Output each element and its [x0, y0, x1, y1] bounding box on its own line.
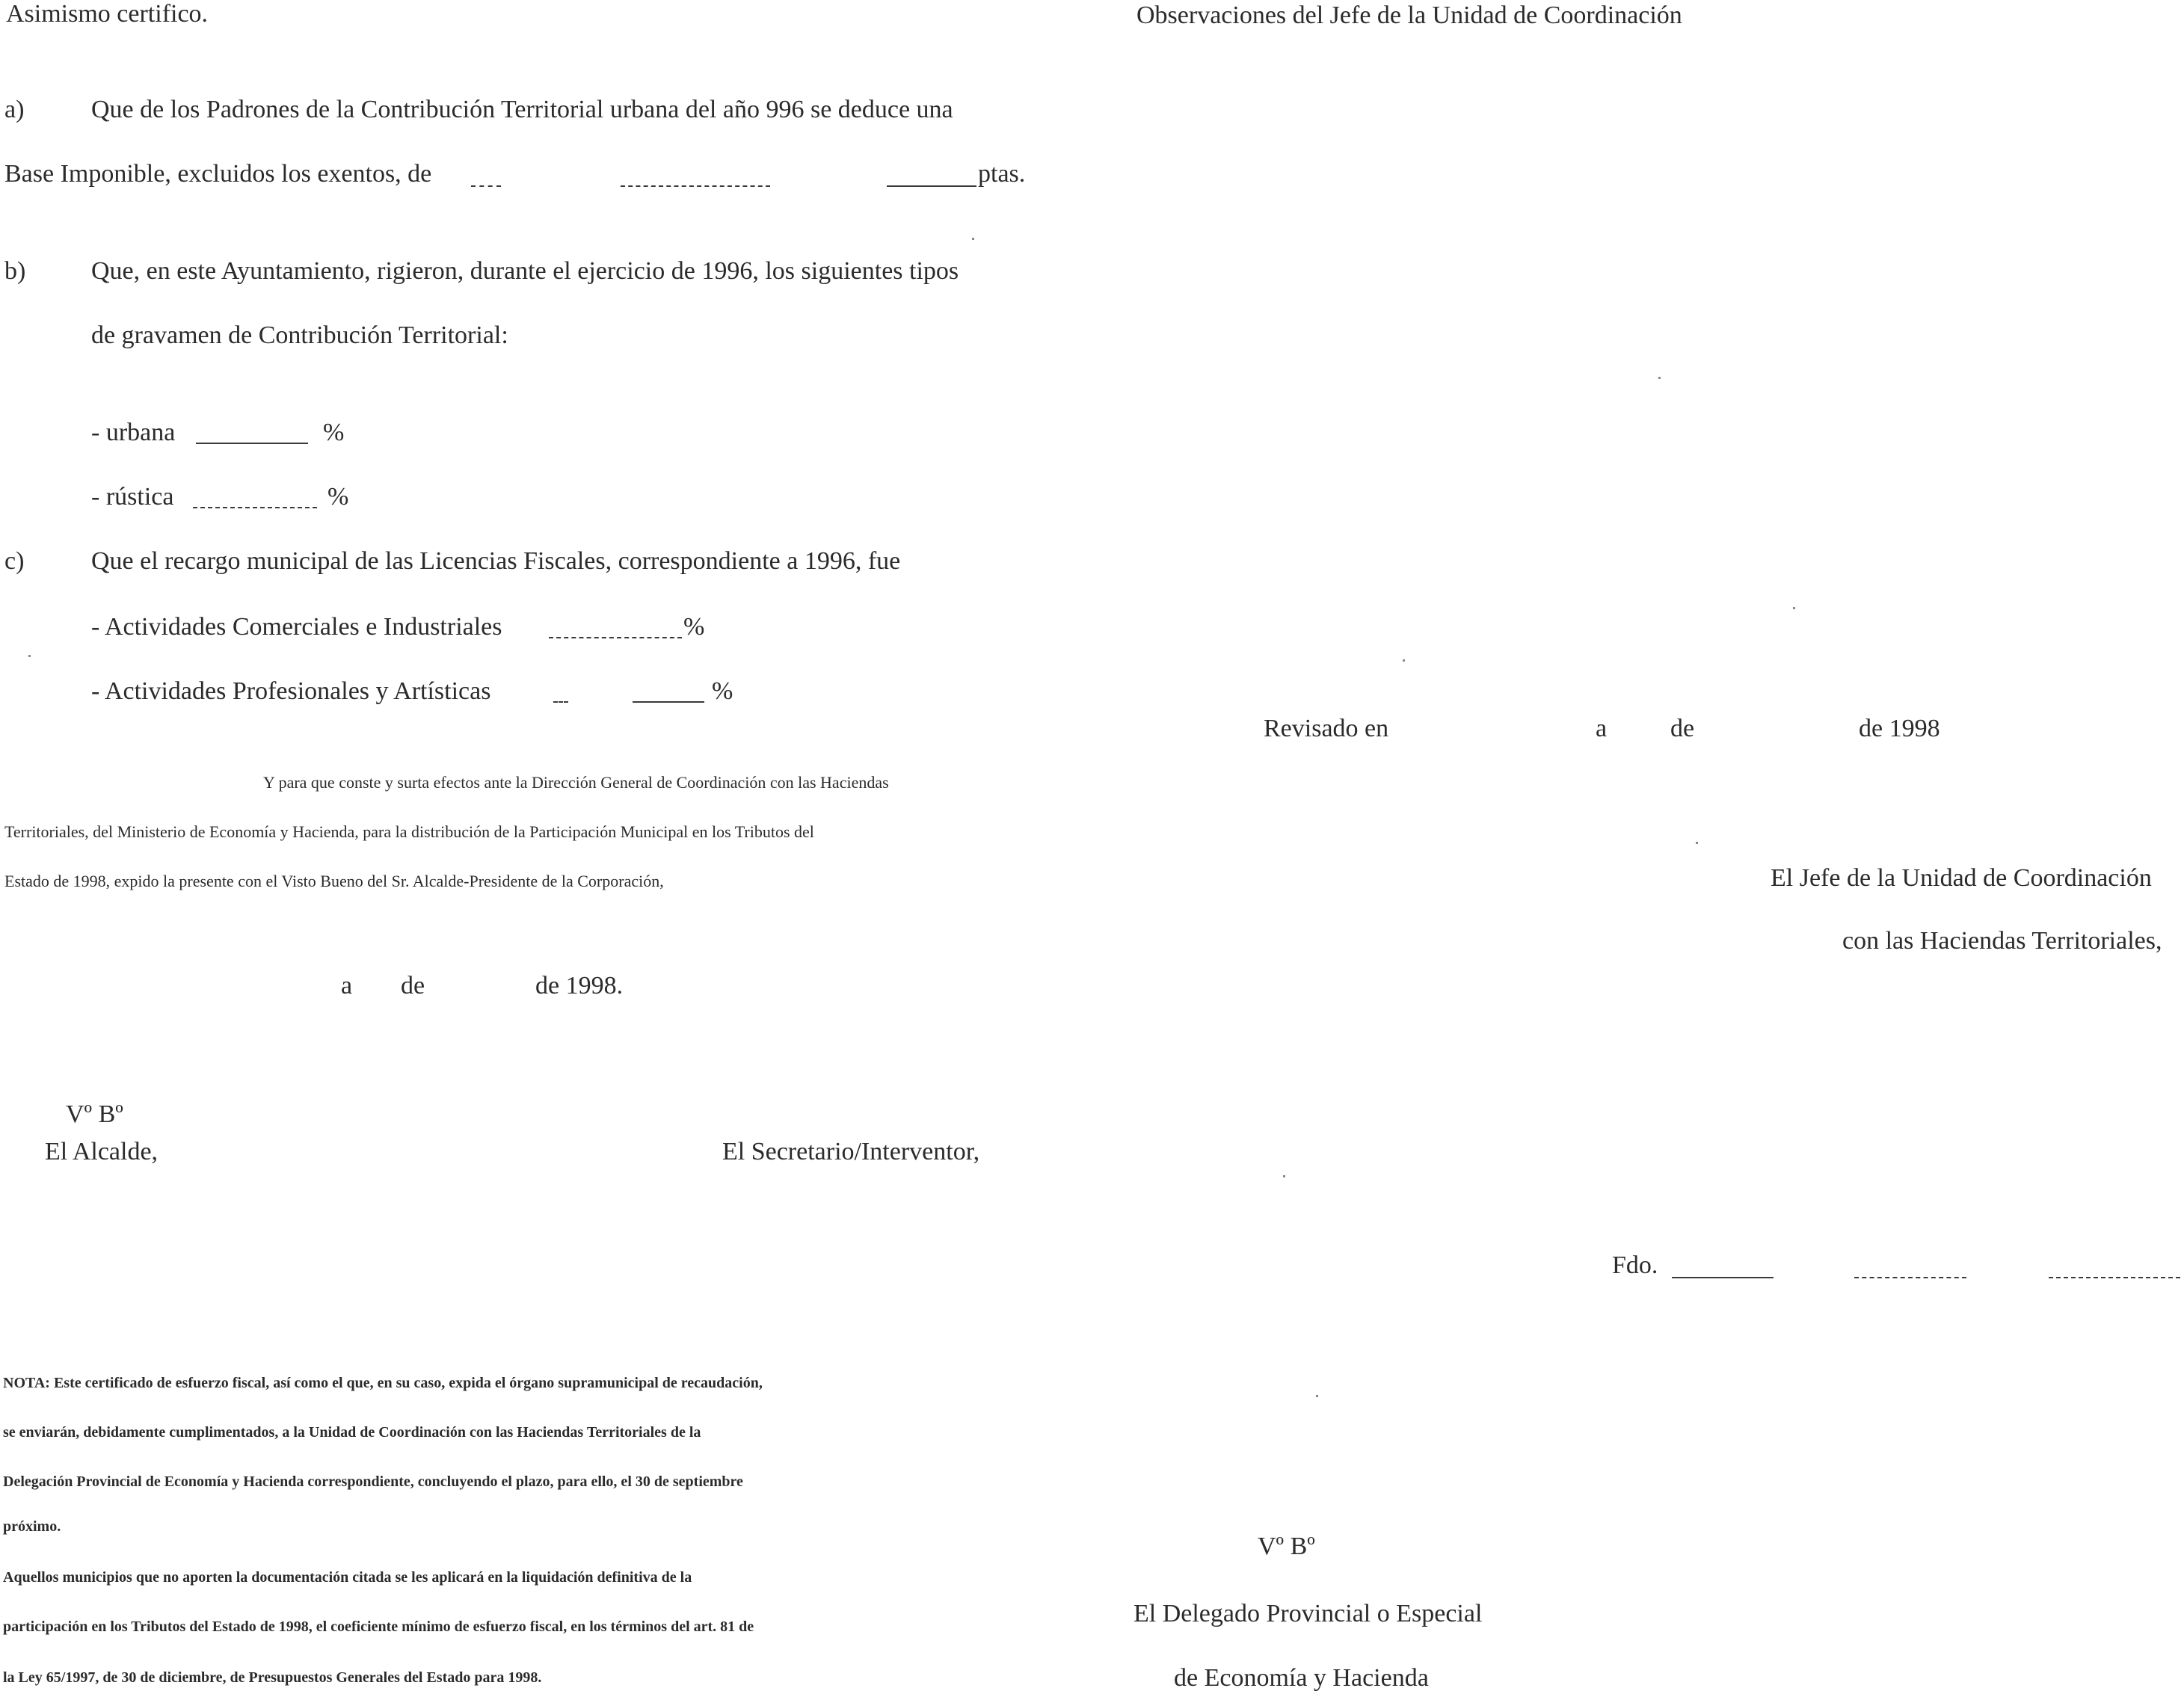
rustica-label: - rústica — [91, 483, 174, 511]
profesionales-blank-1[interactable] — [553, 701, 568, 703]
scan-speck — [1283, 1175, 1285, 1177]
closing-line2: Territoriales, del Ministerio de Economía y Hacienda, para la distribución de la Participación Municipal en los Tributos del — [4, 822, 814, 841]
visto-bueno-right: Vº Bº — [1258, 1533, 1315, 1560]
base-blank-2[interactable] — [621, 185, 770, 187]
nota-line4: próximo. — [3, 1518, 61, 1535]
closing-line3: Estado de 1998, expido la presente con el Visto Bueno del Sr. Alcalde-Presidente de la Corporación, — [4, 872, 664, 890]
nota-line5: Aquellos municipios que no aporten la documentación citada se les aplicará en la liquidación definitiva de la — [3, 1569, 692, 1586]
jefe-title-line2: con las Haciendas Territoriales, — [1842, 927, 2162, 955]
nota-line7: la Ley 65/1997, de 30 de diciembre, de Presupuestos Generales del Estado para 1998. — [3, 1669, 542, 1686]
comerciales-label: - Actividades Comerciales e Industriales — [91, 613, 502, 641]
visto-bueno-left: Vº Bº — [66, 1100, 123, 1128]
comerciales-blank[interactable] — [549, 637, 682, 638]
item-a-letter: a) — [4, 96, 25, 123]
scan-speck — [1316, 1395, 1318, 1397]
rustica-pct: % — [327, 483, 349, 511]
delegado-line2: de Economía y Hacienda — [1174, 1664, 1429, 1692]
fdo-label: Fdo. — [1612, 1251, 1658, 1279]
profesionales-pct: % — [712, 677, 733, 705]
item-a-ptas: ptas. — [978, 160, 1026, 188]
item-c-letter: c) — [4, 547, 25, 575]
item-b-line1: Que, en este Ayuntamiento, rigieron, durante el ejercicio de 1996, los siguientes tipos — [91, 257, 959, 285]
rustica-blank[interactable] — [193, 507, 317, 508]
nota-line1: NOTA: Este certificado de esfuerzo fiscal, así como el que, en su caso, expida el órgano supramunicipal de recaudación, — [3, 1375, 763, 1391]
observaciones-heading: Observaciones del Jefe de la Unidad de Coordinación — [1136, 1, 1682, 29]
scan-speck — [972, 238, 974, 240]
item-b-line2: de gravamen de Contribución Territorial: — [91, 321, 508, 349]
revisado-label: Revisado en — [1264, 715, 1389, 742]
revisado-de: de — [1670, 715, 1695, 742]
item-a-line2: Base Imponible, excluidos los exentos, de — [4, 160, 432, 188]
revisado-year: de 1998 — [1859, 715, 1940, 742]
scan-speck — [1793, 607, 1795, 609]
delegado-line1: El Delegado Provincial o Especial — [1133, 1600, 1483, 1627]
fdo-blank-2[interactable] — [1854, 1277, 1966, 1278]
secretario-signature: El Secretario/Interventor, — [722, 1138, 980, 1165]
base-blank-1[interactable] — [471, 185, 501, 187]
base-blank-3[interactable] — [887, 185, 976, 187]
item-b-letter: b) — [4, 257, 26, 285]
scan-speck — [1696, 842, 1698, 844]
urbana-pct: % — [323, 419, 345, 446]
urbana-blank[interactable] — [196, 443, 308, 444]
scan-speck — [1403, 659, 1405, 662]
urbana-label: - urbana — [91, 419, 176, 446]
item-c-line1: Que el recargo municipal de las Licencias Fiscales, correspondiente a 1996, fue — [91, 547, 901, 575]
profesionales-label: - Actividades Profesionales y Artísticas — [91, 677, 491, 705]
fdo-blank-1[interactable] — [1672, 1277, 1774, 1278]
intro-text: Asimismo certifico. — [6, 0, 209, 28]
jefe-title-line1: El Jefe de la Unidad de Coordinación — [1771, 864, 2152, 892]
date-a: a — [341, 972, 353, 1000]
scan-speck — [1658, 377, 1661, 379]
date-year: de 1998. — [535, 972, 624, 1000]
nota-line3: Delegación Provincial de Economía y Hacienda correspondiente, concluyendo el plazo, para ello, el 30 de septiembre — [3, 1473, 743, 1490]
scan-speck — [28, 655, 31, 657]
fdo-blank-3[interactable] — [2049, 1277, 2180, 1278]
closing-line1: Y para que conste y surta efectos ante la Dirección General de Coordinación con las Haciendas — [263, 773, 889, 792]
profesionales-blank-2[interactable] — [633, 701, 704, 703]
alcalde-signature: El Alcalde, — [45, 1138, 159, 1165]
nota-line6: participación en los Tributos del Estado de 1998, el coeficiente mínimo de esfuerzo fiscal, en los términos del art. 81 de — [3, 1618, 754, 1635]
comerciales-pct: % — [683, 613, 705, 641]
date-de: de — [401, 972, 425, 1000]
revisado-a: a — [1596, 715, 1608, 742]
nota-line2: se enviarán, debidamente cumplimentados, a la Unidad de Coordinación con las Haciendas Territoriales de la — [3, 1424, 701, 1441]
item-a-line1: Que de los Padrones de la Contribución Territorial urbana del año 996 se deduce una — [91, 96, 953, 123]
